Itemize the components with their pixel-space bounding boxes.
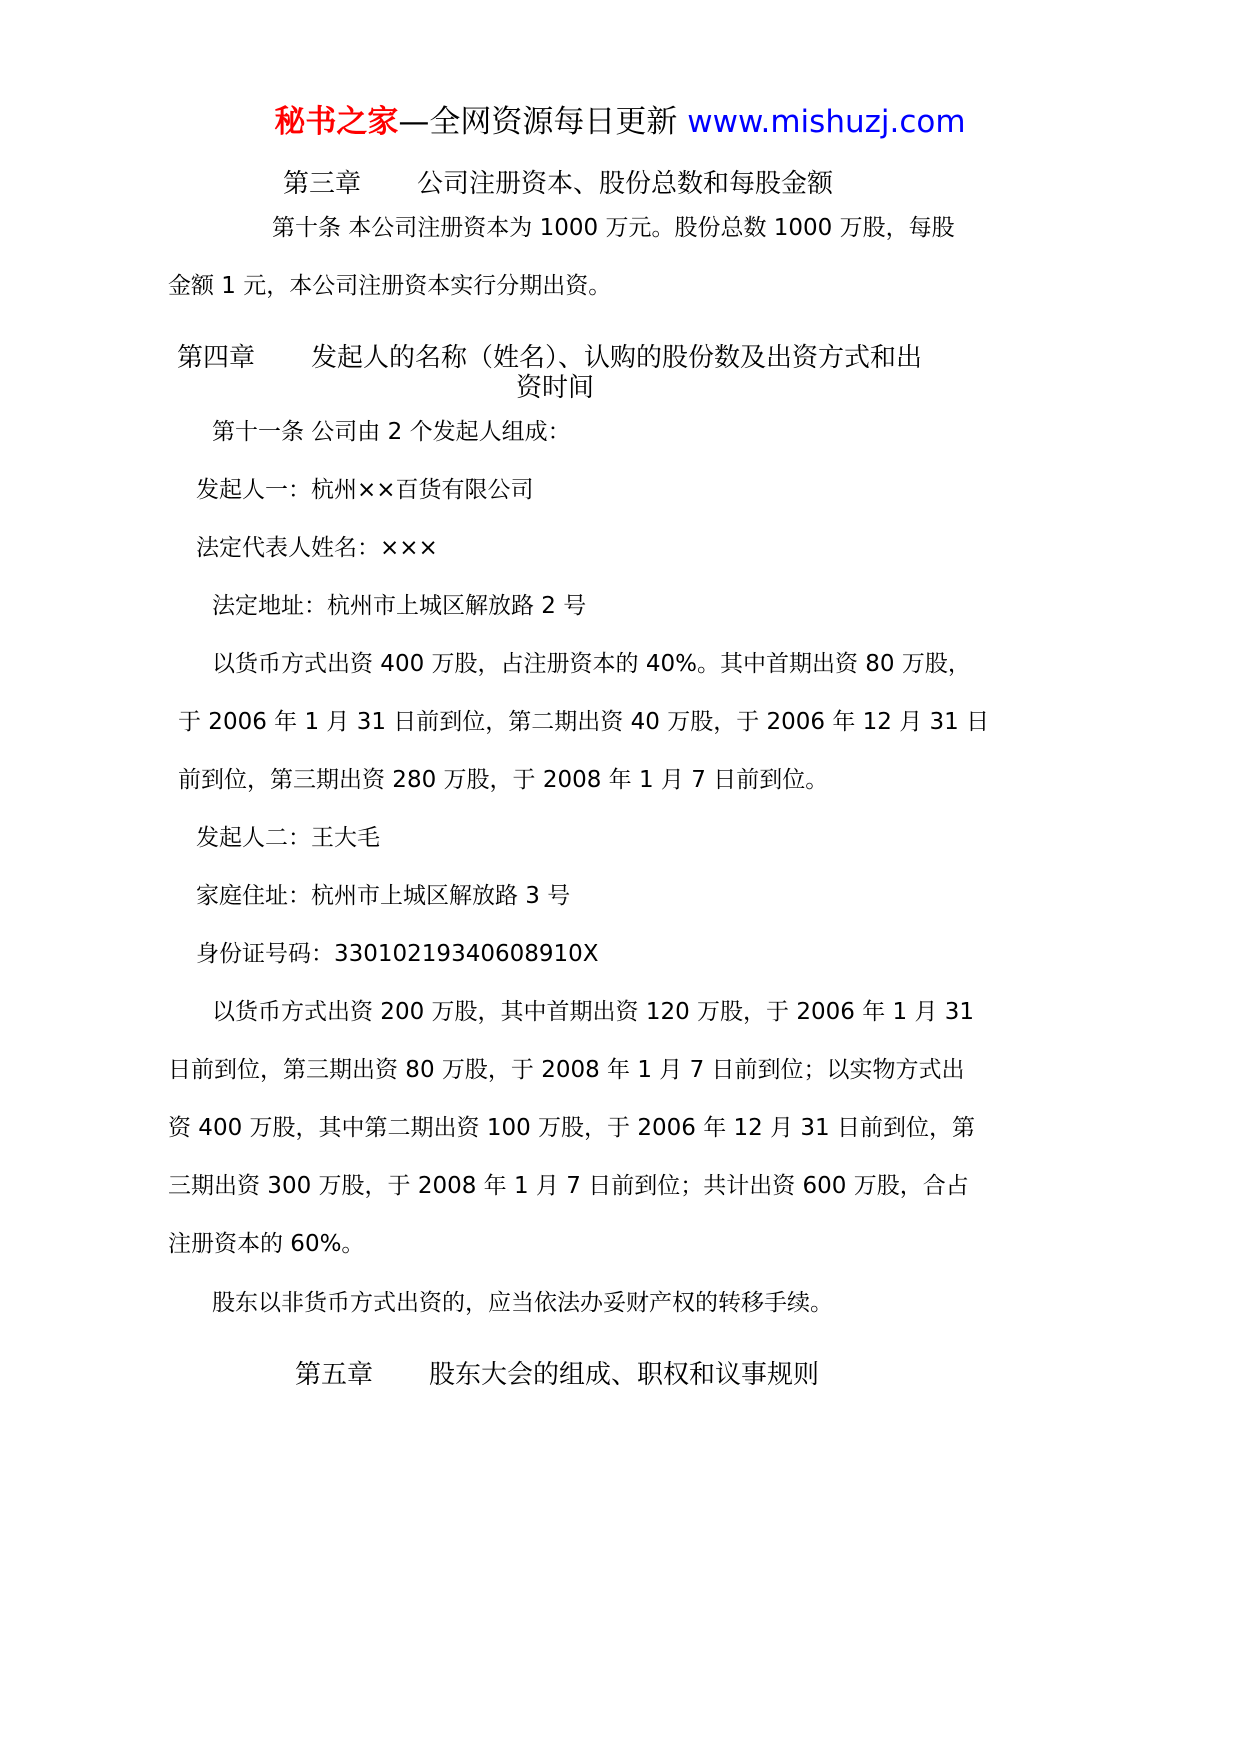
founder-2-id-number: 身份证号码：33010219340608910X <box>196 941 599 967</box>
non-cash-contribution-note: 股东以非货币方式出资的，应当依法办妥财产权的转移手续。 <box>212 1290 833 1316</box>
chapter-title: 股东大会的组成、职权和议事规则 <box>429 1360 820 1390</box>
header-tagline: —全网资源每日更新 <box>398 104 678 140</box>
founder-2-name: 发起人二：王大毛 <box>196 825 380 851</box>
founder-1-contribution-line: 以货币方式出资 400 万股，占注册资本的 40%。其中首期出资 80 万股， <box>212 651 971 677</box>
founder-2-contribution-line: 三期出资 300 万股，于 2008 年 1 月 7 日前到位；共计出资 600 万股，合占 <box>168 1173 969 1199</box>
chapter-label: 第四章 <box>177 343 256 373</box>
founder-1-contribution-line: 于 2006 年 1 月 31 日前到位，第二期出资 40 万股，于 2006 年 12 月 31 日 <box>178 709 990 735</box>
founder-2-contribution-line: 资 400 万股，其中第二期出资 100 万股，于 2006 年 12 月 31 日前到位，第 <box>168 1115 975 1141</box>
site-url[interactable]: www.mishuzj.com <box>687 104 966 140</box>
chapter-title-line-1: 发起人的名称（姓名）、认购的股份数及出资方式和出 <box>311 343 923 373</box>
chapter-4-title-line-2: 资时间 <box>516 373 595 403</box>
site-header <box>0 100 1240 144</box>
chapter-title: 公司注册资本、股份总数和每股金额 <box>417 169 834 199</box>
founder-1-representative: 法定代表人姓名：××× <box>196 535 438 561</box>
founder-2-address: 家庭住址：杭州市上城区解放路 3 号 <box>196 883 571 909</box>
founder-2-contribution-line: 以货币方式出资 200 万股，其中首期出资 120 万股，于 2006 年 1 月 31 <box>212 999 975 1025</box>
article-10-line-2: 金额 1 元，本公司注册资本实行分期出资。 <box>168 273 612 299</box>
chapter-4-heading <box>177 341 922 375</box>
chapter-3-heading <box>283 167 833 201</box>
founder-2-contribution-line: 日前到位，第三期出资 80 万股，于 2008 年 1 月 7 日前到位；以实物方式出 <box>168 1057 965 1083</box>
founder-1-name: 发起人一：杭州××百货有限公司 <box>196 477 534 503</box>
brand-name: 秘书之家 <box>274 104 399 140</box>
founder-1-contribution-line: 前到位，第三期出资 280 万股，于 2008 年 1 月 7 日前到位。 <box>178 767 829 793</box>
chapter-label: 第五章 <box>295 1360 374 1390</box>
chapter-label: 第三章 <box>283 169 362 199</box>
founder-2-contribution-line: 注册资本的 60%。 <box>168 1231 365 1257</box>
founder-1-address: 法定地址：杭州市上城区解放路 2 号 <box>212 593 587 619</box>
chapter-5-heading <box>295 1358 819 1392</box>
article-10-line-1: 第十条 本公司注册资本为 1000 万元。股份总数 1000 万股，每股 <box>272 215 955 241</box>
article-11: 第十一条 公司由 2 个发起人组成： <box>212 419 571 445</box>
